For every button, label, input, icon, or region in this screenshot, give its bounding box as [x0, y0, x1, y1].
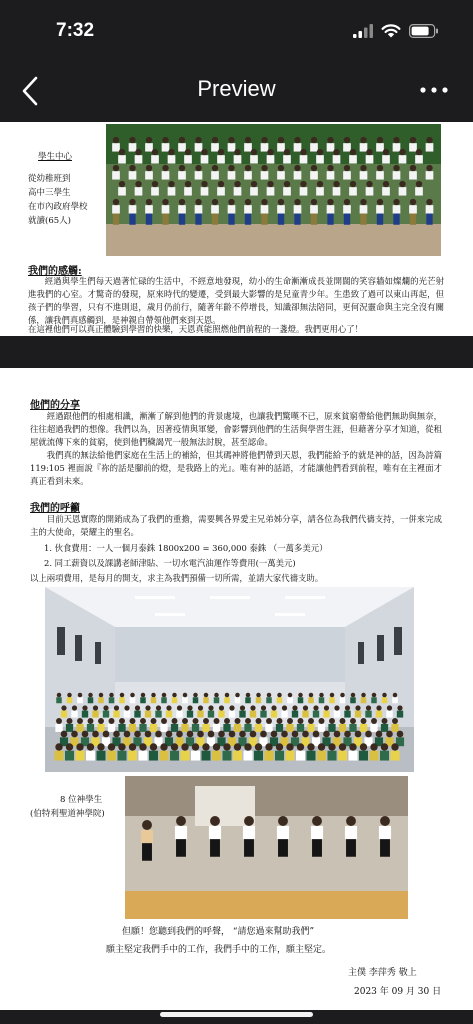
seminary-students-photo	[125, 776, 408, 919]
nav-title: Preview	[197, 76, 276, 101]
cost-item: 2. 同工薪資以及課講老師津貼、一切水電汽油運作等費用(一萬美元)	[44, 558, 296, 568]
motto-line-2: 願主堅定我們手中的工作，我們手中的工作，願主堅定。	[106, 945, 332, 955]
cellular-signal-icon	[353, 24, 373, 38]
more-options-icon[interactable]	[419, 84, 449, 96]
seminary-caption-line: 8 位神學生	[60, 795, 103, 805]
letter-date: 2023 年 09 月 30 日	[354, 987, 442, 997]
battery-icon	[409, 24, 439, 38]
assembly-hall-photo	[45, 587, 414, 772]
status-time: 7:32	[56, 20, 95, 41]
share-paragraph-2: 我們真的無法給他們家庭在生活上的補給，但其碼神將他們帶到天恩，我們能給予的就是神的話，因為詩篇 119:105 裡面說『祢的話是腳前的燈，是我路上的光』。唯有神的話語，才能讓他們看到前程，唯有在主裡面才真正看到未來。	[30, 450, 442, 486]
call-paragraph: 目前天恩實際的開銷成為了我們的重擔，需要興各界愛主兄弟姊分享，請各位為我們代禱支持，一併來完成主的大使命，榮耀主的聖名。	[30, 514, 442, 537]
navigation-bar	[0, 62, 473, 120]
wifi-icon	[381, 24, 401, 38]
share-heading: 他們的分享	[30, 400, 80, 411]
caption-title: 學生中心	[38, 152, 73, 162]
seminary-caption-line: (伯特利聖道神學院)	[30, 809, 105, 819]
status-bar	[0, 0, 473, 62]
caption-line: 從幼稚班到	[28, 174, 71, 184]
motto-line: 但願！您聽到我們的呼聲， “請您過來幫助我們”	[122, 927, 315, 937]
document-page-2	[0, 368, 473, 1010]
feelings-paragraph: 經過與學生們每天過著忙碌的生活中，不經意地發現，幼小的生命漸漸成長並開闊的笑容牆如燦爛的光芒射進我們的心室。才驚奇的發現，原來時代的變遷，受到最大影響的是兒童青少年。生患致了過可以東山再起，但孩子們的學習，只有不進則退，歲月仍前行，隨著年齡不停增長，知識卻無法陪同，更何況靈命與主完全沒有關係，讓我們真感觸到，是神親自帶領他們來到天恩。	[28, 276, 444, 325]
cost-note: 以上兩項費用，是每月的開支，求主為我們預備一切所需，並請大家代禱支助。	[30, 573, 324, 583]
feelings-closing: 在這裡他們可以真正體驗到學習的快樂，天恩真能照燃他們前程的一盞燈。我們更用心了！	[28, 324, 363, 334]
status-icons	[353, 24, 439, 38]
call-heading: 我們的呼籲	[30, 503, 80, 514]
student-group-photo	[106, 124, 441, 256]
feelings-heading: 我們的感觸:	[28, 266, 82, 277]
signature: 主僕 李萍秀 敬上	[348, 968, 417, 978]
share-paragraph-1: 經過跟他們的相處相識，漸漸了解到他們的背景處境，也讓我們驚嘆不已，原來貧窮帶給他們無助與無奈，往往超過我們的想像。我們以為，因著疫情與軍變，會影響到他們的生活與學習生涯，但藉著分享才知道，從租屋就流傳下來的貧窮，使到他們穢謁咒一般無法討脫，甚至認命。	[30, 411, 442, 447]
cost-item: 1. 伙食費用：一人一個月泰銖 1800x200 = 360,000 泰銖 （一萬多美元）	[44, 543, 328, 553]
caption-line: 就讀(65人)	[28, 216, 71, 226]
home-indicator[interactable]	[160, 1012, 313, 1017]
caption-line: 在市內政府學校	[28, 202, 88, 212]
caption-line: 高中三學生	[28, 188, 71, 198]
document-page-1	[0, 122, 473, 336]
